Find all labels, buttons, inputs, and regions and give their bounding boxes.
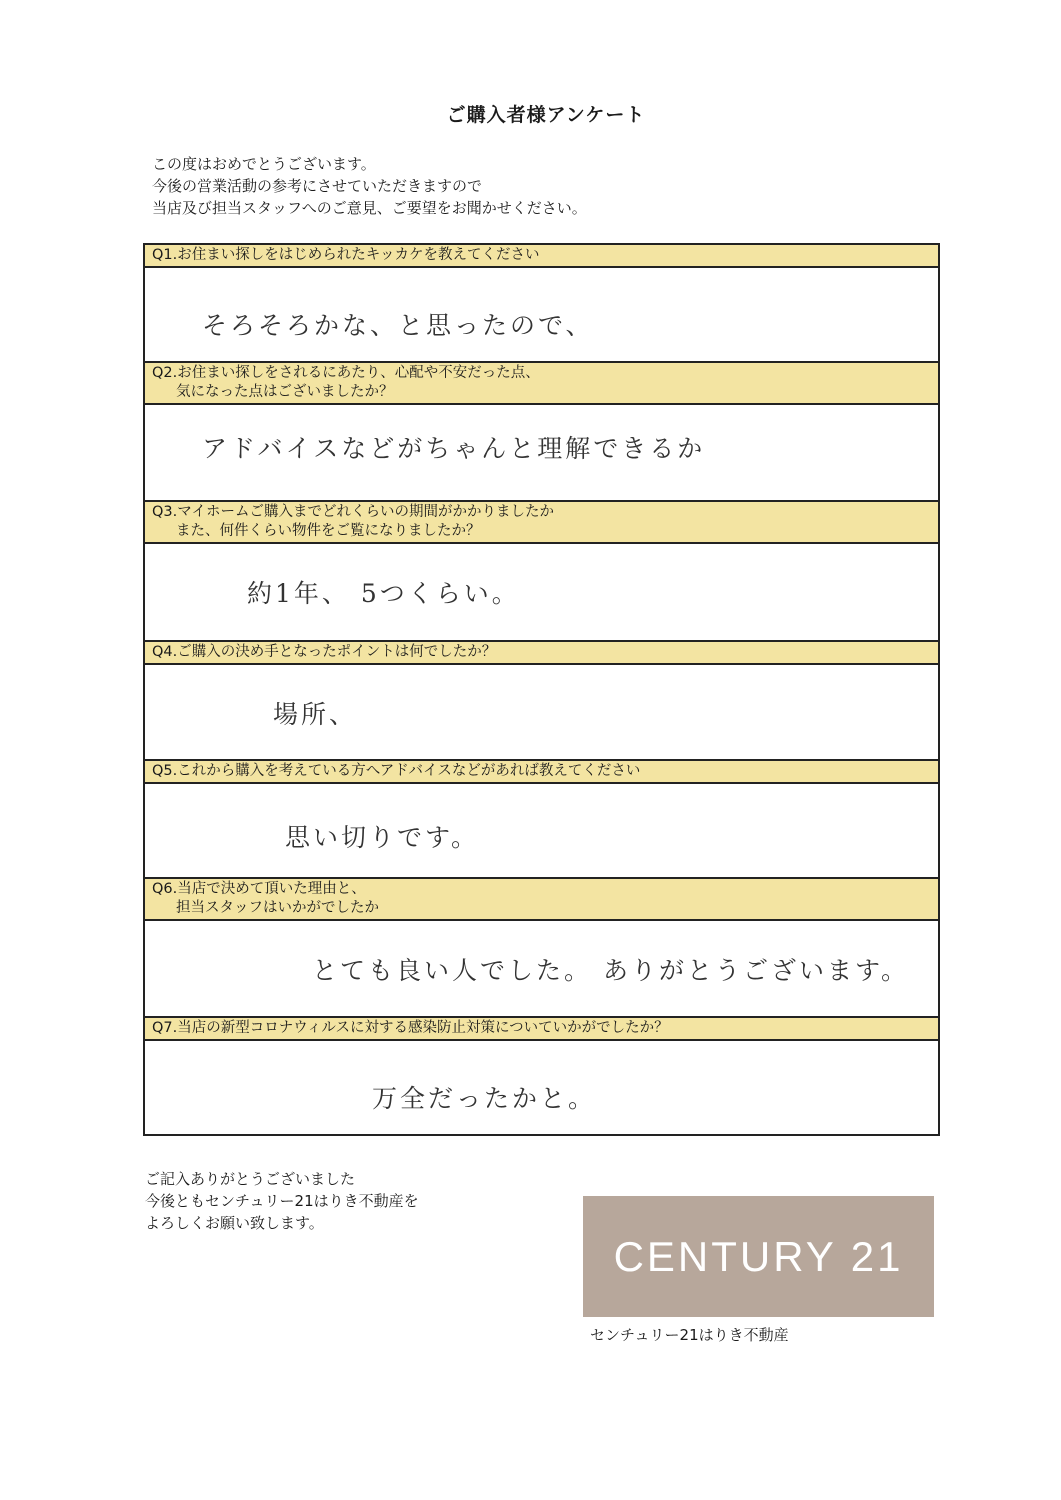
answer-box-q5 [145, 784, 938, 879]
answer-box-q6 [145, 921, 938, 1018]
question-header-q5 [145, 761, 938, 784]
closing-line: ご記入ありがとうございました [145, 1170, 356, 1188]
answer-box-q4 [145, 665, 938, 761]
intro-line: 当店及び担当スタッフへのご意見、ご要望をお聞かせください。 [152, 199, 587, 217]
logo-text: CENTURY 21 [613, 1232, 904, 1280]
handwritten-answer: とても良い人でした。 ありがとうございます。 [312, 956, 909, 985]
handwritten-answer: アドバイスなどがちゃんと理解できるか [202, 434, 706, 463]
handwritten-answer: 思い切りです。 [285, 823, 480, 852]
closing-line: よろしくお願い致します。 [145, 1214, 324, 1232]
survey-title: ご購入者様アンケート [446, 104, 646, 126]
question-text: Q7.当店の新型コロナウィルスに対する感染防止対策についていかがでしたか？ [152, 1020, 669, 1036]
question-text: Q4.ご購入の決め手となったポイントは何でしたか？ [152, 644, 497, 660]
question-text: Q3.マイホームご購入までどれくらいの期間がかかりましたか [152, 504, 554, 520]
intro-line: 今後の営業活動の参考にさせていただきますので [152, 177, 483, 195]
question-header-q4 [145, 642, 938, 665]
closing-line: 今後ともセンチュリー21はりき不動産を [145, 1192, 419, 1210]
question-text: 担当スタッフはいかがでしたか [176, 900, 379, 916]
answer-box-q1 [145, 268, 938, 363]
question-text: 気になった点はございましたか？ [176, 384, 394, 400]
question-text: Q2.お住まい探しをされるにあたり、心配や不安だった点、 [152, 365, 540, 381]
closing-text [145, 1168, 419, 1234]
question-header-q7 [145, 1018, 938, 1041]
survey-form [143, 243, 940, 1136]
question-text: Q5.これから購入を考えている方へアドバイスなどがあれば教えてください [152, 763, 641, 779]
handwritten-answer: 約1年、 5つくらい。 [247, 579, 520, 608]
question-text: Q6.当店で決めて頂いた理由と、 [152, 881, 366, 897]
question-text: Q1.お住まい探しをはじめられたキッカケを教えてください [152, 247, 540, 263]
question-text: また、何件くらい物件をご覧になりましたか？ [176, 523, 481, 539]
century21-logo [583, 1196, 934, 1317]
handwritten-answer: そろそろかな、と思ったので、 [202, 311, 594, 340]
intro-text [152, 153, 587, 219]
handwritten-answer: 場所、 [273, 700, 358, 729]
answer-box-q2 [145, 405, 938, 502]
question-header-q2 [145, 363, 938, 405]
handwritten-answer: 万全だったかと。 [372, 1084, 597, 1113]
company-name: センチュリー21はりき不動産 [590, 1326, 789, 1344]
intro-line: この度はおめでとうございます。 [152, 155, 376, 173]
question-header-q3 [145, 502, 938, 544]
answer-box-q3 [145, 544, 938, 642]
question-header-q6 [145, 879, 938, 921]
answer-box-q7 [145, 1041, 938, 1134]
question-header-q1 [145, 245, 938, 268]
